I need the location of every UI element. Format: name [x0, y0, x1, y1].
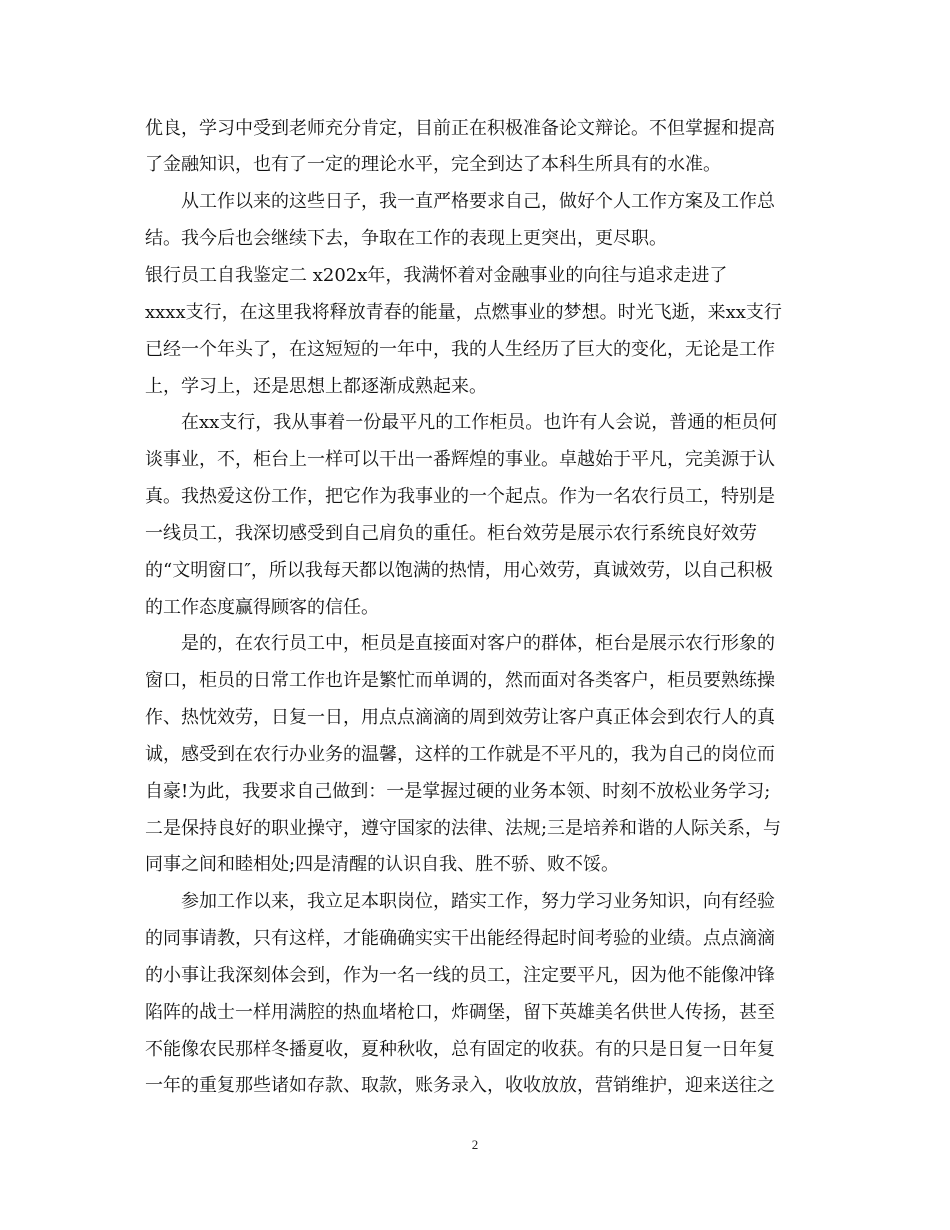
text-line: 自豪!为此，我要求自己做到：一是掌握过硬的业务本领、时刻不放松业务学习; — [145, 781, 771, 802]
text-line: 从工作以来的这些日子，我一直严格要求自己，做好个人工作方案及工作总 — [181, 191, 775, 212]
text-line: 的“文明窗口″，所以我每天都以饱满的热情，用心效劳，真诚效劳，以自己积极 — [145, 560, 773, 581]
text-line: 已经一个年头了，在这短短的一年中，我的人生经历了巨大的变化，无论是工作 — [145, 339, 775, 360]
text-line: xxxx支行，在这里我将释放青春的能量，点燃事业的梦想。时光飞逝，来xx支行 — [145, 302, 782, 323]
text-line: 在xx支行，我从事着一份最平凡的工作柜员。也许有人会说，普通的柜员何 — [181, 412, 778, 433]
text-line: 二是保持良好的职业操守，遵守国家的法律、法规;三是培养和谐的人际关系，与 — [145, 818, 782, 839]
text-line: 上，学习上，还是思想上都逐渐成熟起来。 — [145, 376, 487, 397]
text-line: 参加工作以来，我立足本职岗位，踏实工作，努力学习业务知识，向有经验 — [181, 891, 775, 912]
text-line: 不能像农民那样冬播夏收，夏种秋收，总有固定的收获。有的只是日复一日年复 — [145, 1039, 775, 1060]
text-line: 的同事请教，只有这样，才能确确实实干出能经得起时间考验的业绩。点点滴滴 — [145, 928, 775, 949]
text-line: 优良，学习中受到老师充分肯定，目前正在积极准备论文辩论。不但掌握和提高 — [145, 118, 775, 139]
text-line: 谈事业，不，柜台上一样可以干出一番辉煌的事业。卓越始于平凡，完美源于认 — [145, 449, 775, 470]
text-line: 真。我热爱这份工作，把它作为我事业的一个起点。作为一名农行员工，特别是 — [145, 486, 775, 507]
text-line: 同事之间和睦相处;四是清醒的认识自我、胜不骄、败不馁。 — [145, 854, 620, 875]
text-line: 银行员工自我鉴定二 x202x年，我满怀着对金融事业的向往与追求走进了 — [145, 265, 728, 286]
text-line: 的工作态度赢得顾客的信任。 — [145, 597, 379, 618]
text-line: 一线员工，我深切感受到自己肩负的重任。柜台效劳是展示农行系统良好效劳 — [145, 523, 757, 544]
text-line: 结。我今后也会继续下去，争取在工作的表现上更突出，更尽职。 — [145, 228, 667, 249]
text-line: 了金融知识，也有了一定的理论水平，完全到达了本科生所具有的水准。 — [145, 154, 721, 175]
text-line: 一年的重复那些诸如存款、取款，账务录入，收收放放，营销维护，迎来送往之 — [145, 1075, 775, 1096]
text-line: 作、热忱效劳，日复一日，用点点滴滴的周到效劳让客户真正体会到农行人的真 — [145, 707, 775, 728]
text-line: 是的，在农行员工中，柜员是直接面对客户的群体，柜台是展示农行形象的 — [181, 633, 775, 654]
page-number: 2 — [471, 1137, 479, 1152]
text-line: 的小事让我深刻体会到，作为一名一线的员工，注定要平凡，因为他不能像冲锋 — [145, 965, 775, 986]
text-line: 窗口，柜员的日常工作也许是繁忙而单调的，然而面对各类客户，柜员要熟练操 — [145, 670, 775, 691]
text-line: 陷阵的战士一样用满腔的热血堵枪口，炸碉堡，留下英雄美名供世人传扬，甚至 — [145, 1002, 775, 1023]
text-line: 诚，感受到在农行办业务的温馨，这样的工作就是不平凡的，我为自己的岗位而 — [145, 744, 775, 765]
